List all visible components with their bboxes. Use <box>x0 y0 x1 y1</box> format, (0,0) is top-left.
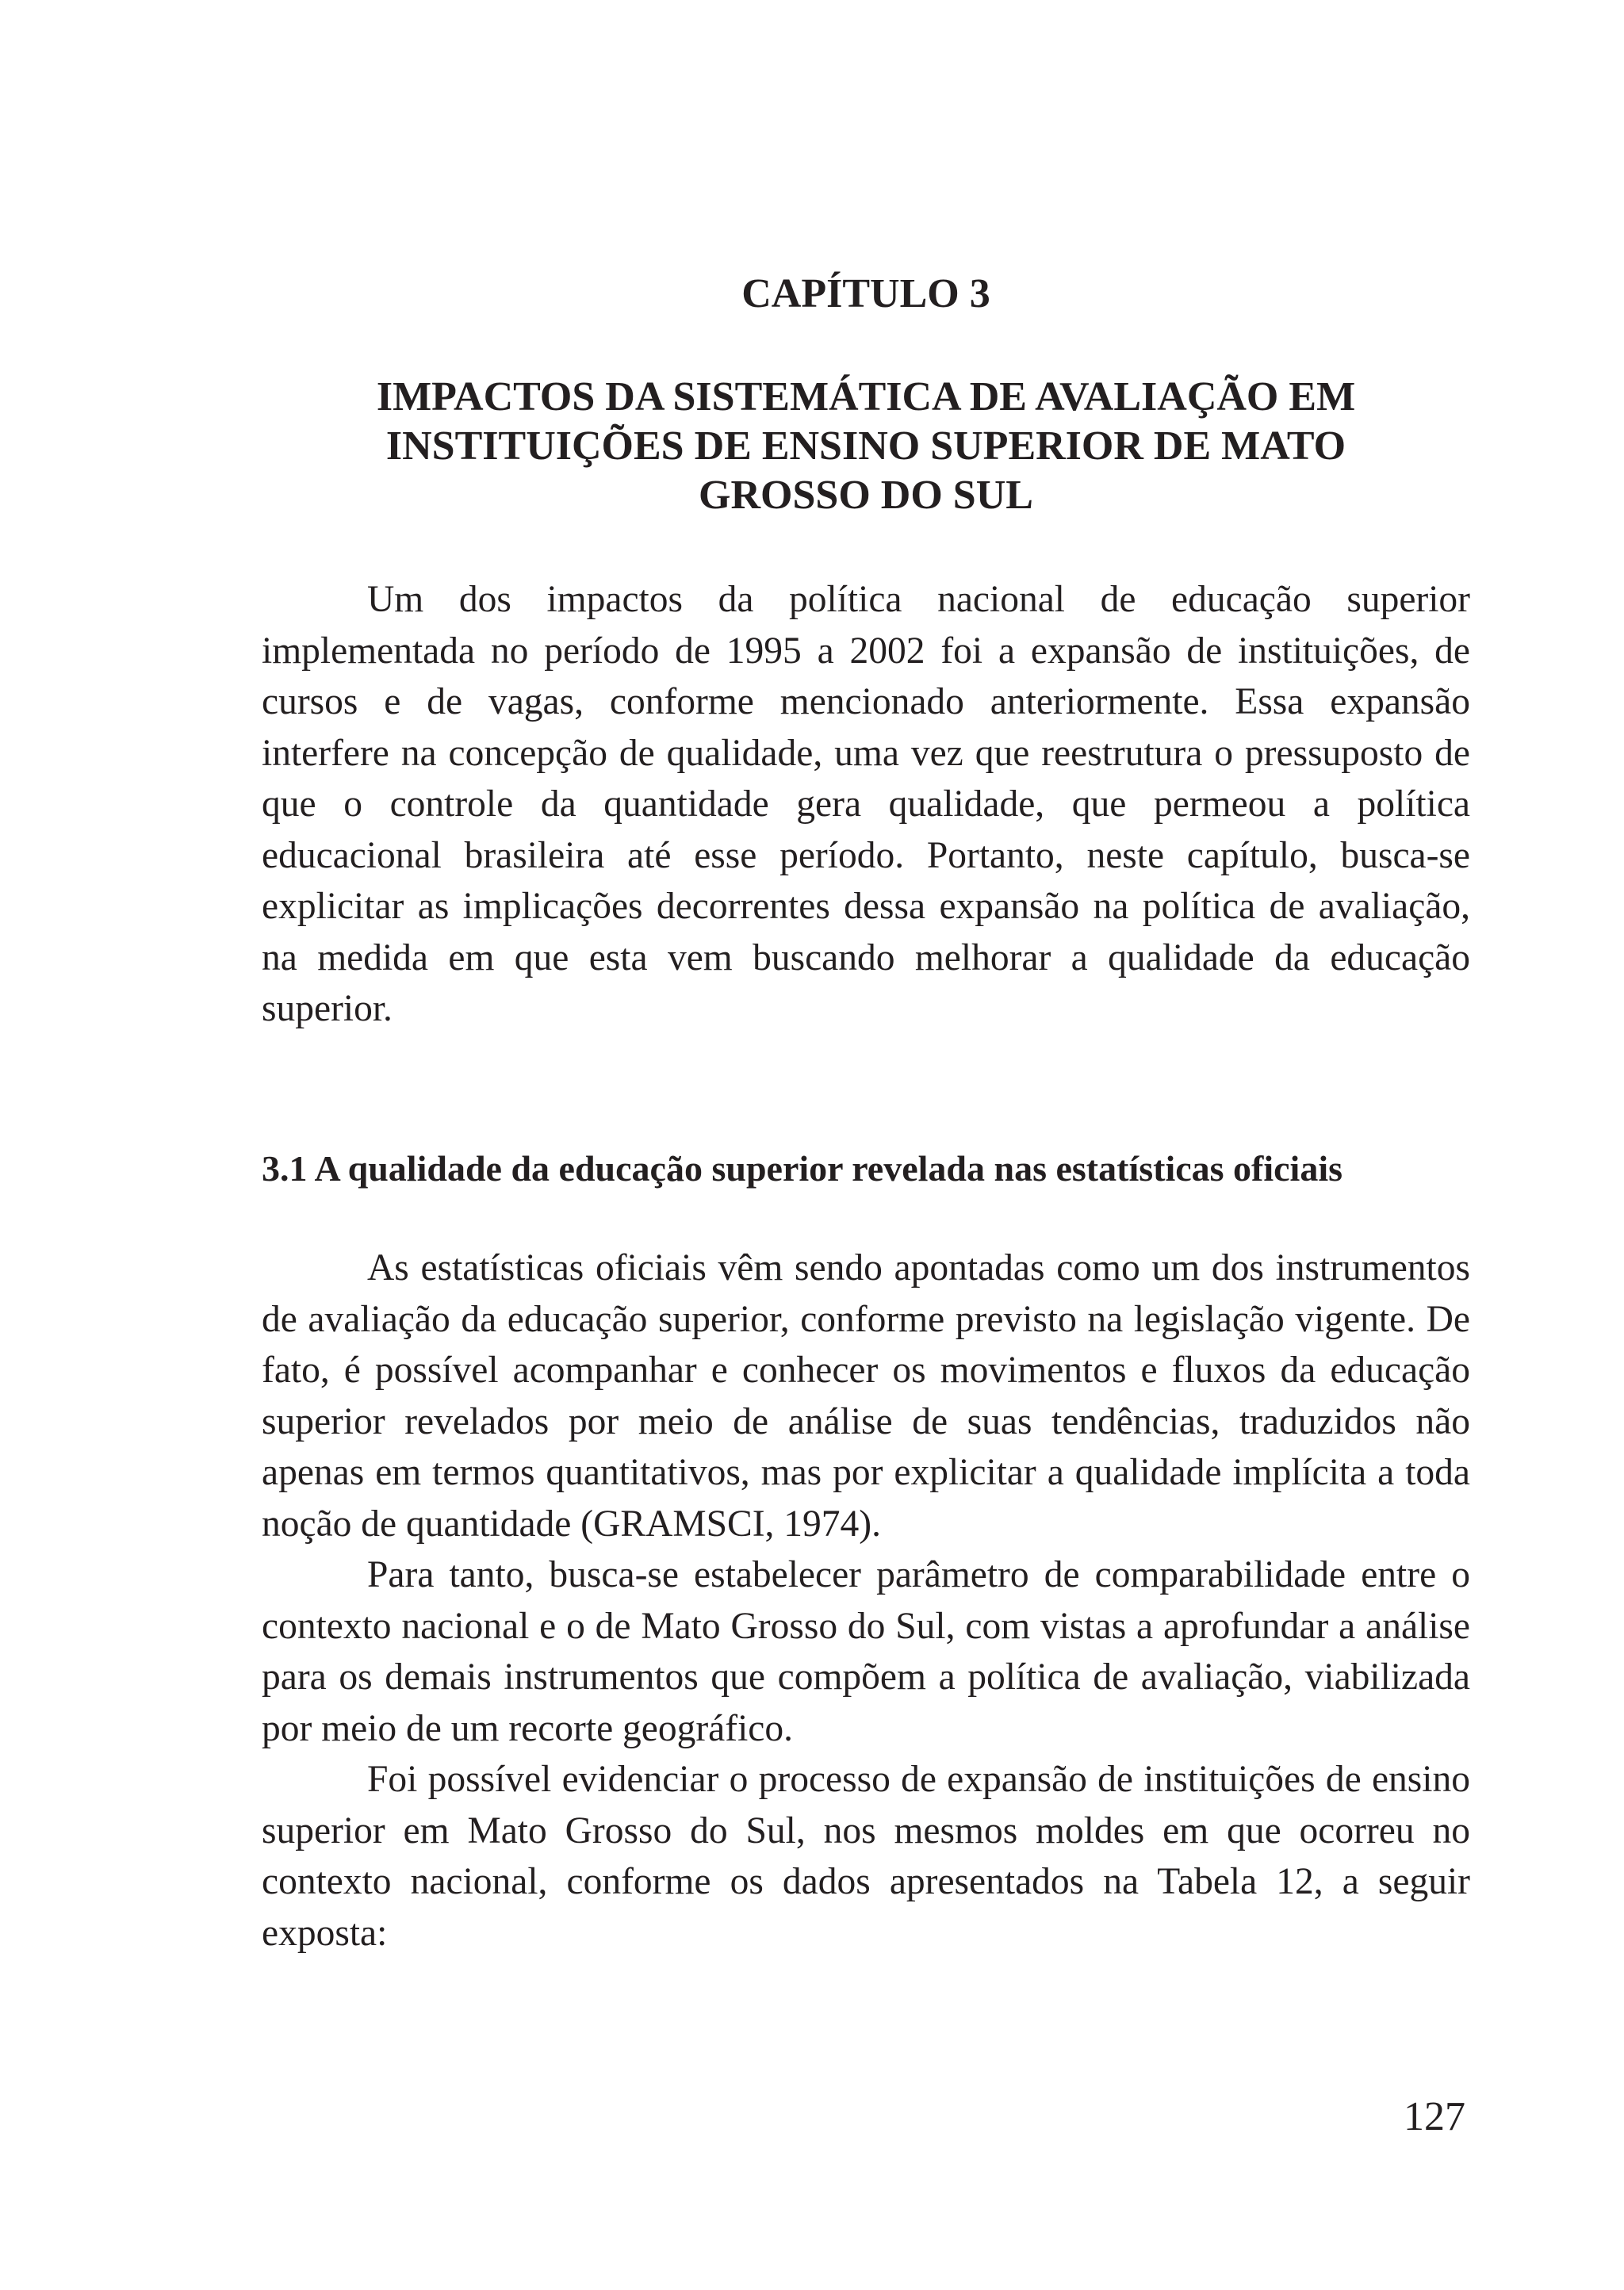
section-paragraph: Foi possível evidenciar o processo de expansão de instituições de ensino superior em Mato Grosso do Sul, nos mesmos moldes em que ocorreu no contexto nacional, conforme os dados apresentados na Tabela 12, a seguir exposta: <box>262 1759 1470 1954</box>
section-heading: 3.1 A qualidade da educação superior revelada nas estatísticas oficiais <box>262 1148 1343 1189</box>
section-paragraph: As estatísticas oficiais vêm sendo apontadas como um dos instrumentos de avaliação da educação superior, conforme previsto na legislação vigente. De fato, é possível acompanhar e conhecer os movimentos e fluxos da educação superior revelados por meio de análise de suas tendências, traduzidos não apenas em termos quantitativos, mas por explicitar a qualidade implícita a toda noção de quantidade (GRAMSCI, 1974). <box>262 1247 1470 1545</box>
section-paragraph: Para tanto, busca-se estabelecer parâmetro de comparabilidade entre o contexto nacional e o de Mato Grosso do Sul, com vistas a aprofundar a análise para os demais instrumentos que compõem a política de avaliação, viabilizada por meio de um recorte geográfico. <box>262 1554 1470 1749</box>
chapter-title <box>262 373 1470 520</box>
intro-paragraph: Um dos impactos da política nacional de educação superior implementada no período de 1995 a 2002 foi a expansão de instituições, de cursos e de vagas, conforme mencionado anteriormente. Essa expansão interfere na concepção de qualidade, uma vez que reestrutura o pressuposto de que o controle da quantidade gera qualidade, que permeou a política educacional brasileira até esse período. Portanto, neste capítulo, busca-se explicitar as implicações decorrentes dessa expansão na política de avaliação, na medida em que esta vem buscando melhorar a qualidade da educação superior. <box>262 579 1470 1029</box>
intro-text-block <box>262 574 1470 1035</box>
chapter-title-line: INSTITUIÇÕES DE ENSINO SUPERIOR DE MATO <box>385 423 1346 469</box>
chapter-label: CAPÍTULO 3 <box>741 271 990 316</box>
chapter-title-line: IMPACTOS DA SISTEMÁTICA DE AVALIAÇÃO EM <box>376 374 1356 419</box>
chapter-title-line: GROSSO DO SUL <box>699 473 1033 518</box>
section-text-block <box>262 1243 1470 1959</box>
page-number: 127 <box>1404 2094 1465 2139</box>
